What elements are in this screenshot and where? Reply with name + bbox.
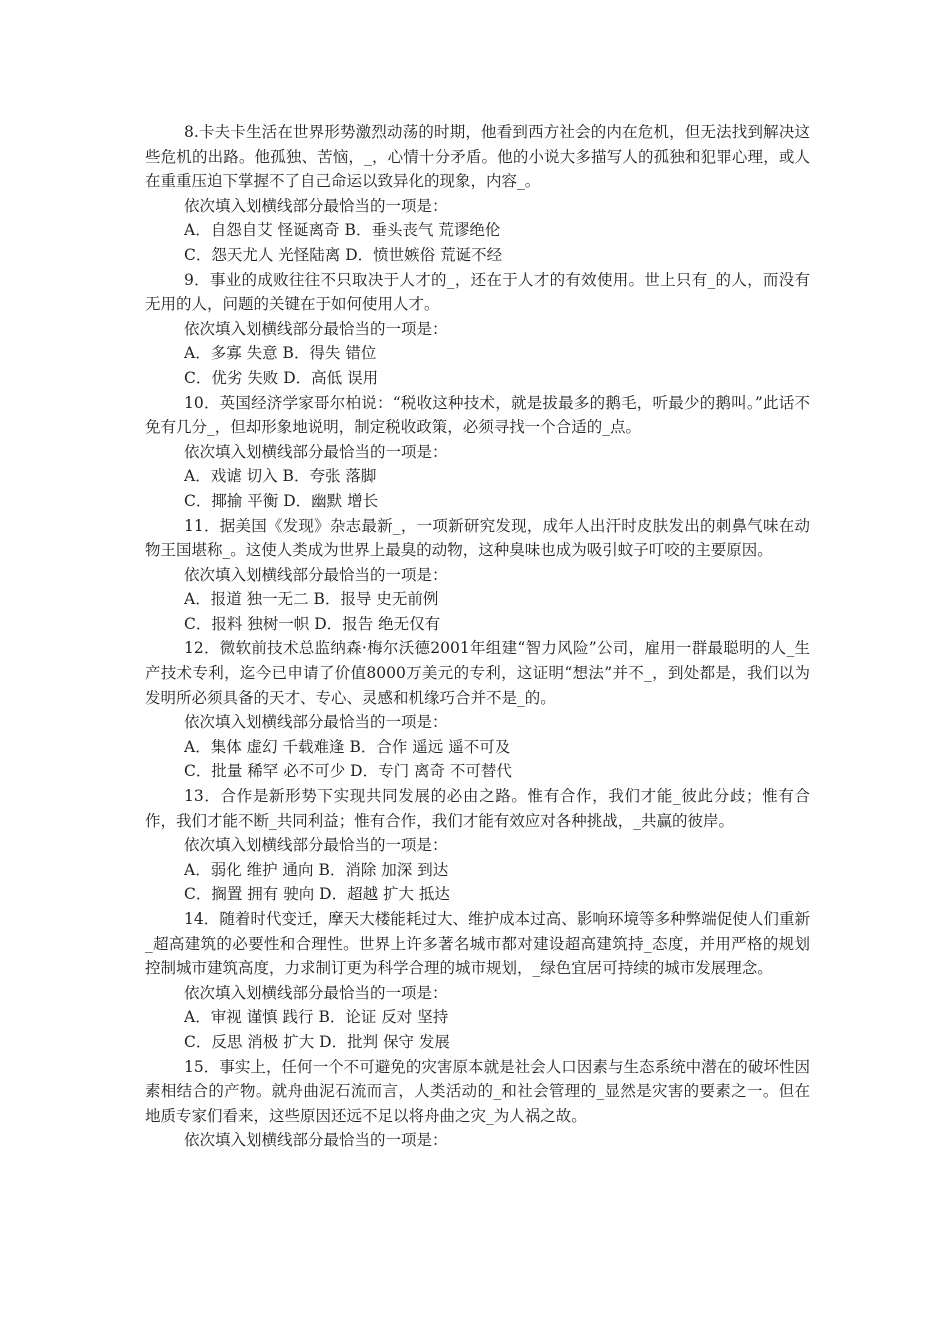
option-line: A．多寡 失意 B．得失 错位 [184,344,377,363]
question-13 [145,784,810,907]
question-stem: 8.卡夫卡生活在世界形势激烈动荡的时期，他看到西方社会的内在危机，但无法找到解决这些危机的出路。他孤独、苦恼，_，心情十分矛盾。他的小说大多描写人的孤独和犯罪心理，或人在重重压迫下掌握不了自己命运以致异化的现象，内容_。 [145,123,810,191]
option-line: A．戏谑 切入 B．夸张 落脚 [184,467,377,486]
question-11 [145,514,810,637]
option-line: C．怨天尤人 光怪陆离 D．愤世嫉俗 荒诞不经 [184,245,503,264]
option-line: A．审视 谨慎 践行 B．论证 反对 坚持 [184,1008,449,1027]
option-line: C．搁置 拥有 驶向 D．超越 扩大 抵达 [184,885,450,904]
question-stem: 9．事业的成败往往不只取决于人才的_，还在于人才的有效使用。世上只有_的人，而没有无用的人，问题的关键在于如何使用人才。 [145,270,810,314]
question-14 [145,907,810,1055]
option-line: C．批量 稀罕 必不可少 D．专门 离奇 不可替代 [184,762,512,781]
question-prompt: 依次填入划横线部分最恰当的一项是： [184,565,448,584]
question-prompt: 依次填入划横线部分最恰当的一项是： [184,713,448,732]
option-line: C．反思 消极 扩大 D．批判 保守 发展 [184,1032,450,1051]
option-line: A．报道 独一无二 B．报导 史无前例 [184,590,439,609]
question-prompt: 依次填入划横线部分最恰当的一项是： [184,196,448,215]
question-stem: 10．英国经济学家哥尔柏说：“税收这种技术，就是拔最多的鹅毛，听最少的鹅叫。”此话不免有几分_，但却形象地说明，制定税收政策，必须寻找一个合适的_点。 [145,393,810,437]
question-stem: 13．合作是新形势下实现共同发展的必由之路。惟有合作，我们才能_彼此分歧；惟有合作，我们才能不断_共同利益；惟有合作，我们才能有效应对各种挑战，_共赢的彼岸。 [145,787,810,830]
option-line: C．优劣 失败 D．高低 误用 [184,368,379,387]
question-8 [145,120,810,268]
question-prompt: 依次填入划横线部分最恰当的一项是： [184,836,448,855]
question-15 [145,1055,810,1153]
question-stem: 14．随着时代变迁，摩天大楼能耗过大、维护成本过高、影响环境等多种弊端促使人们重新_超高建筑的必要性和合理性。世界上许多著名城市都对建设超高建筑持_态度，并用严格的规划控制城市建筑高度，力求制订更为科学合理的城市规划，_绿色宜居可持续的城市发展理念。 [145,910,810,978]
question-9 [145,268,810,391]
question-stem: 15．事实上，任何一个不可避免的灾害原本就是社会人口因素与生态系统中潜在的破坏性因素相结合的产物。就舟曲泥石流而言，人类活动的_和社会管理的_显然是灾害的要素之一。但在地质专家们看来，这些原因还远不足以将舟曲之灾_为人祸之故。 [145,1057,810,1125]
question-prompt: 依次填入划横线部分最恰当的一项是： [184,1131,448,1150]
question-prompt: 依次填入划横线部分最恰当的一项是： [184,983,448,1002]
question-prompt: 依次填入划横线部分最恰当的一项是： [184,319,448,338]
question-stem: 11．据美国《发现》杂志最新_，一项新研究发现，成年人出汗时皮肤发出的刺鼻气味在动物王国堪称_。这使人类成为世界上最臭的动物，这种臭味也成为吸引蚊子叮咬的主要原因。 [145,516,810,560]
option-line: A．自怨自艾 怪诞离奇 B．垂头丧气 荒谬绝伦 [184,221,501,240]
question-12 [145,636,810,784]
question-stem: 12．微软前技术总监纳森·梅尔沃德2001年组建“智力风险”公司，雇用一群最聪明的人_生产技术专利，迄今已申请了价值8000万美元的专利，这证明“想法”并不_，到处都是，我们以为发明所必须具备的天才、专心、灵感和机缘巧合并不是_的。 [145,639,810,707]
option-line: C．报料 独树一帜 D．报告 绝无仅有 [184,614,441,633]
question-prompt: 依次填入划横线部分最恰当的一项是： [184,442,448,461]
option-line: A．弱化 维护 通向 B．消除 加深 到达 [184,860,449,879]
document-page [145,120,810,1153]
option-line: C．揶揄 平衡 D．幽默 增长 [184,491,379,510]
question-10 [145,391,810,514]
option-line: A．集体 虚幻 千载难逢 B．合作 遥远 遥不可及 [184,737,511,756]
